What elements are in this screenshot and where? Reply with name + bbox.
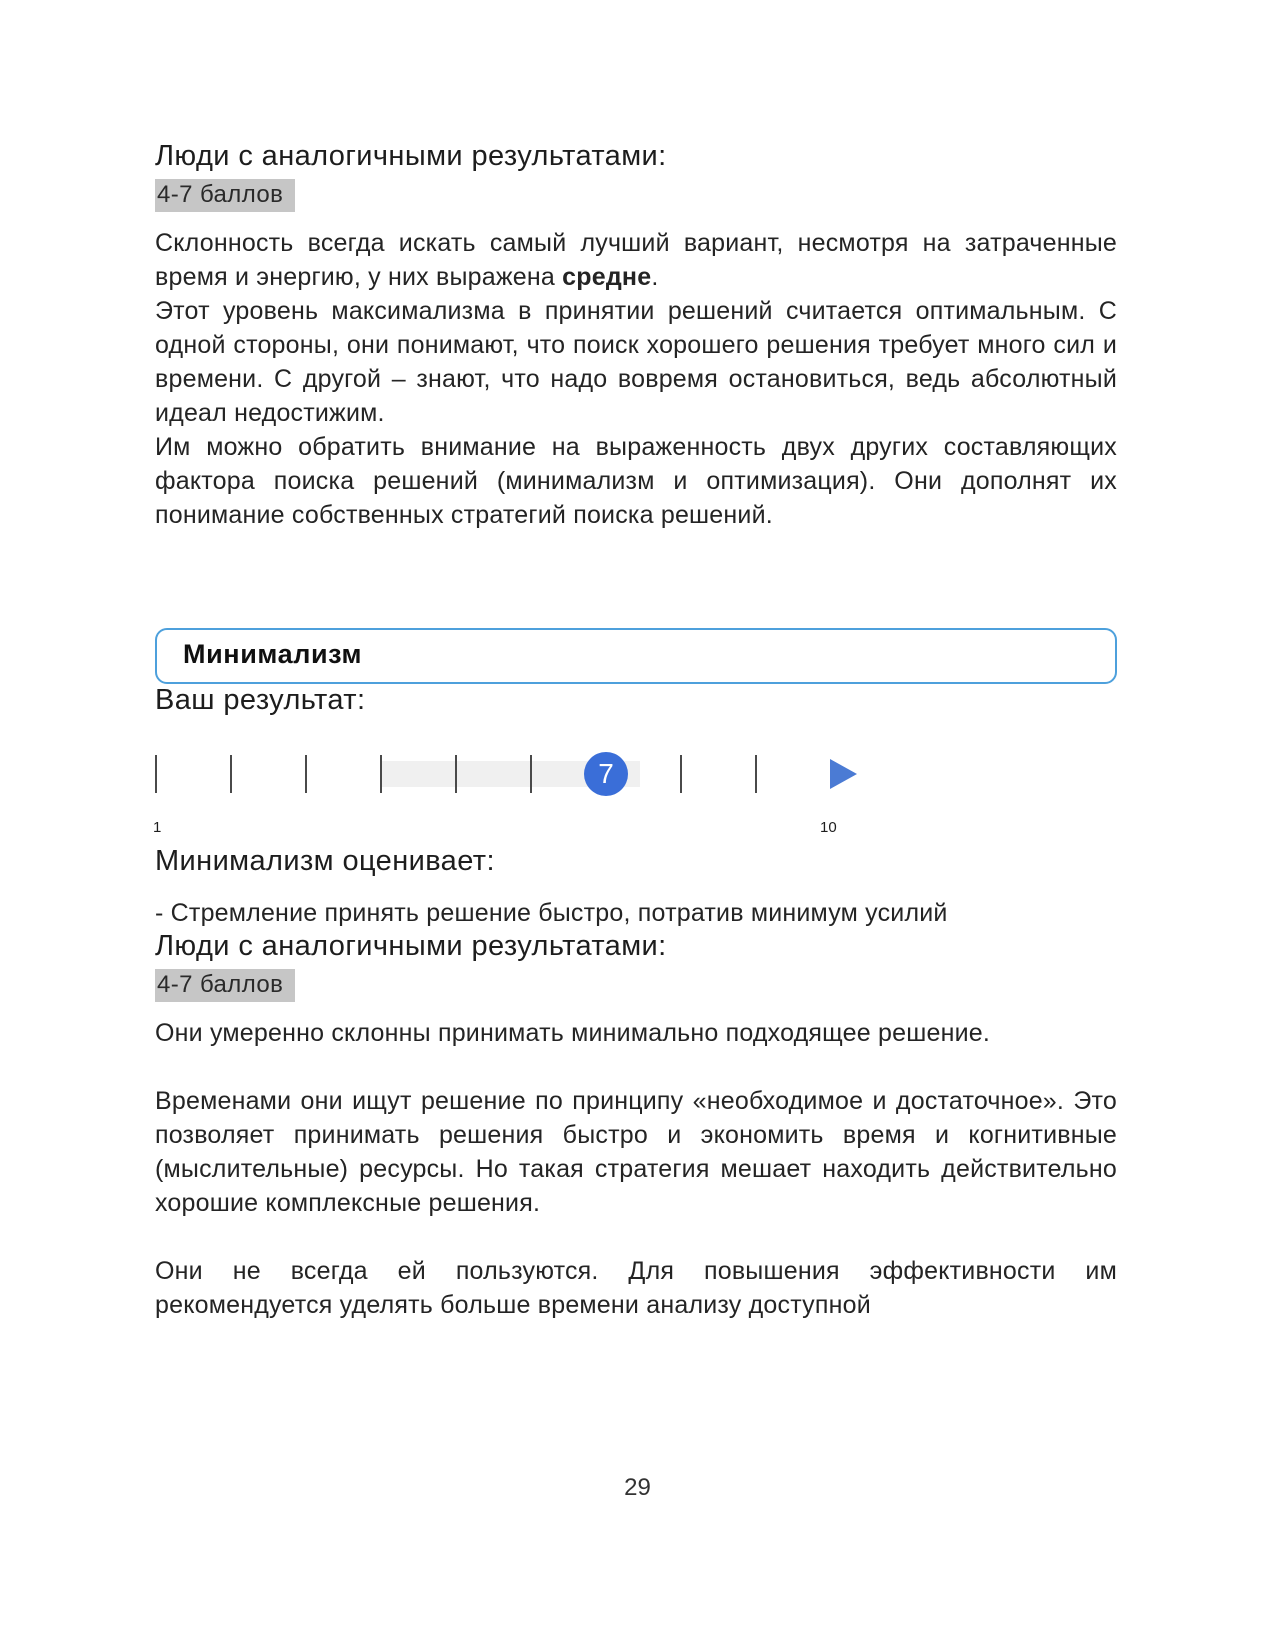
factor-title: Минимализм xyxy=(183,639,363,669)
scale-tick xyxy=(155,755,157,793)
evaluates-item: - Стремление принять решение быстро, потратив минимум усилий xyxy=(155,899,948,927)
scale-min-label: 1 xyxy=(153,819,162,836)
paragraph-minimalism-2: Временами они ищут решение по принципу «необходимое и достаточное». Это позволяет принимать решения быстро и экономить время и когнитивные (мыслительные) ресурсы. Но такая стратегия мешает находить действительно хорошие комплексные решения. xyxy=(155,1087,1117,1217)
scale-tick xyxy=(530,755,532,793)
evaluates-heading: Минимализм оценивает: xyxy=(155,845,495,877)
paragraph-minimalism-1: Они умеренно склонны принимать минимально подходящее решение. xyxy=(155,1019,990,1047)
paragraph-maximalism-3: Им можно обратить внимание на выраженность двух других составляющих фактора поиска решений (минимализм и оптимизация). Они дополнят их понимание собственных стратегий поиска решений. xyxy=(155,433,1117,529)
scale-tick xyxy=(455,755,457,793)
scale-tick xyxy=(230,755,232,793)
scale-tick xyxy=(680,755,682,793)
factor-title-box xyxy=(155,628,1117,684)
similar-results-heading-1: Люди с аналогичными результатами: xyxy=(155,140,667,172)
score-scale xyxy=(155,753,875,845)
scale-tick xyxy=(755,755,757,793)
page-number: 29 xyxy=(624,1474,651,1501)
paragraph-minimalism-3: Они не всегда ей пользуются. Для повышения эффективности им рекомендуется уделять больше времени анализу доступной xyxy=(155,1257,1117,1319)
scale-arrow-icon xyxy=(830,759,857,789)
score-range-badge-1: 4-7 баллов xyxy=(155,179,295,212)
score-marker: 7 xyxy=(584,752,628,796)
paragraph-maximalism-2: Этот уровень максимализма в принятии решений считается оптимальным. С одной стороны, они понимают, что поиск хорошего решения требует много сил и времени. С другой – знают, что надо вовремя остановиться, ведь абсолютный идеал недостижим. xyxy=(155,297,1117,427)
similar-results-heading-2: Люди с аналогичными результатами: xyxy=(155,930,667,962)
scale-tick xyxy=(305,755,307,793)
paragraph-text: . xyxy=(651,263,659,291)
scale-max-label: 10 xyxy=(820,819,837,836)
paragraph-text: Склонность всегда искать самый лучший вариант, несмотря на затраченные время и энергию, у них выражена xyxy=(155,229,1117,291)
scale-tick xyxy=(380,755,382,793)
paragraph-maximalism-1 xyxy=(155,226,1117,294)
your-result-heading: Ваш результат: xyxy=(155,684,366,716)
score-range-badge-2: 4-7 баллов xyxy=(155,969,295,1002)
paragraph-bold-word: средне xyxy=(562,263,652,291)
